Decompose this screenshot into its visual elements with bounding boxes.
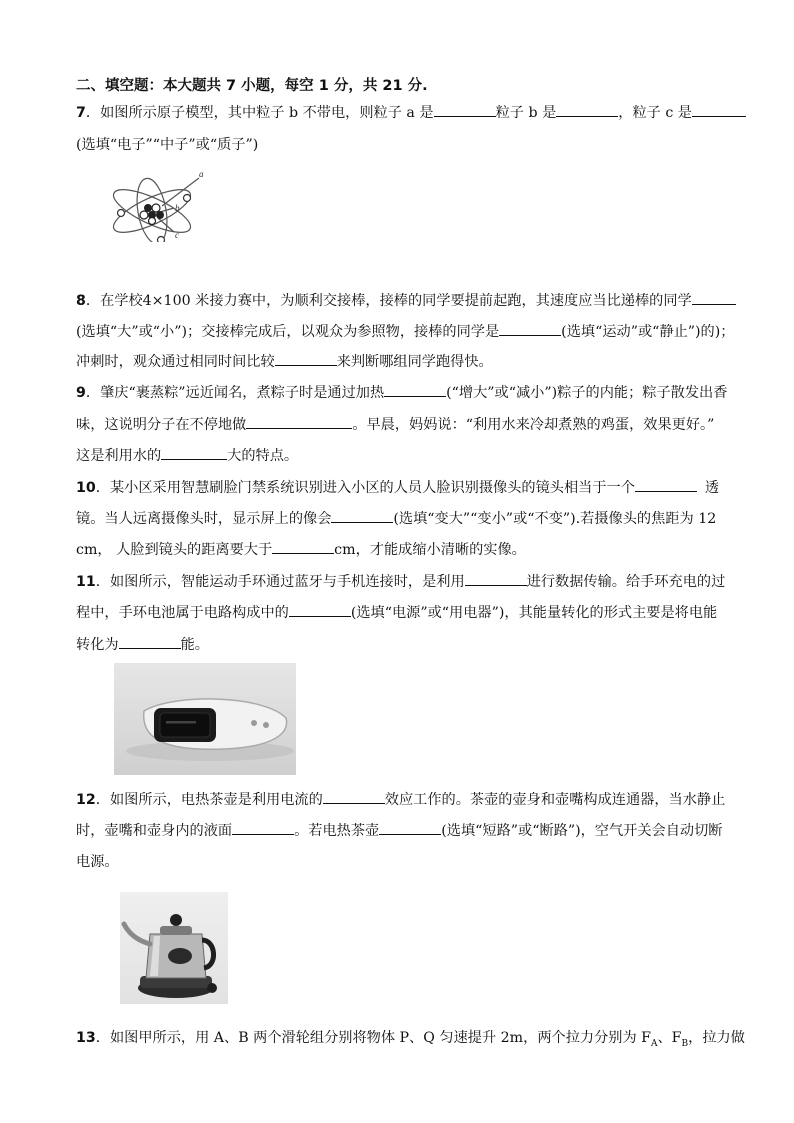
question-9-line-2: 味，这说明分子在不停地做 。早晨，妈妈说：“利用水来冷却煮熟的鸡蛋，效果更好。” <box>76 414 714 435</box>
question-12-number: 12 <box>76 792 96 808</box>
answer-blank[interactable] <box>232 820 294 835</box>
answer-blank[interactable] <box>384 382 446 397</box>
answer-blank[interactable] <box>434 102 496 117</box>
question-13-number: 13 <box>76 1030 96 1046</box>
question-11-number: 11 <box>76 574 96 590</box>
label-c: c <box>175 230 179 240</box>
electric-kettle-photo <box>120 892 228 1004</box>
answer-blank[interactable] <box>119 634 181 649</box>
electron <box>158 237 165 243</box>
question-11-line-1: 11．如图所示，智能运动手环通过蓝牙与手机连接时，是利用 进行数据传输。给手环充电的过 <box>76 571 725 592</box>
answer-blank[interactable] <box>161 445 227 460</box>
answer-blank[interactable] <box>499 321 561 336</box>
question-7-number: 7 <box>76 105 86 121</box>
electron <box>118 210 125 217</box>
question-8-line-2: (选填“大”或“小”)；交接棒完成后，以观众为参照物，接棒的同学是 (选填“运动”或“静止”)的)； <box>76 321 734 342</box>
label-b: b <box>175 203 180 213</box>
question-12-line-2: 时，壶嘴和壶身内的液面 。若电热茶壶 (选填“短路”或“断路”)，空气开关会自动切断 <box>76 820 723 841</box>
answer-blank[interactable] <box>272 539 334 554</box>
label-a: a <box>199 169 204 179</box>
answer-blank[interactable] <box>692 102 746 117</box>
answer-blank[interactable] <box>556 102 618 117</box>
question-11-line-2: 程中，手环电池属于电路构成中的 (选填“电源”或“用电器”)，其能量转化的形式主要是将电能 <box>76 602 717 623</box>
answer-blank[interactable] <box>635 477 697 492</box>
question-12-line-1: 12．如图所示，电热茶壶是利用电流的 效应工作的。茶壶的壶身和壶嘴构成连通器，当水静止 <box>76 789 725 810</box>
pointer-line-b <box>160 208 174 212</box>
answer-blank[interactable] <box>465 571 527 586</box>
electric-kettle-image <box>120 892 228 1004</box>
question-10-line-2: 镜。当人远离摄像头时，显示屏上的像会 (选填“变大”“变小”或“不变”).若摄像头的焦距为 12 <box>76 508 716 529</box>
question-10-line-1: 10．某小区采用智慧刷脸门禁系统识别进入小区的人员人脸识别摄像头的镜头相当于一个 透 <box>76 477 719 498</box>
question-8-line-3: 冲刺时，观众通过相同时间比较 来判断哪组同学跑得快。 <box>76 351 493 372</box>
question-7-line-1: 7．如图所示原子模型，其中粒子 b 不带电，则粒子 a 是 粒子 b 是 ，粒子 c 是 <box>76 102 746 123</box>
question-11-line-3: 转化为 能。 <box>76 634 209 655</box>
fitness-band-photo <box>114 663 296 775</box>
answer-blank[interactable] <box>275 351 337 366</box>
question-8-number: 8 <box>76 293 86 309</box>
question-7-line-2: (选填“电子”“中子”或“质子”) <box>76 137 259 153</box>
answer-blank[interactable] <box>323 789 385 804</box>
question-8-line-1: 8．在学校4×100 米接力赛中，为顺利交接棒，接棒的同学要提前起跑，其速度应当比递棒的同学 <box>76 290 736 311</box>
answer-blank[interactable] <box>692 290 736 305</box>
question-9-line-3: 这是利用水的 大的特点。 <box>76 445 298 466</box>
question-9-line-1: 9．肇庆“裹蒸粽”远近闻名，煮粽子时是通过加热 (“增大”或“减小”)粽子的内能；粽子散发出香 <box>76 382 727 403</box>
fitness-band-image <box>114 663 296 775</box>
electron <box>184 195 191 202</box>
answer-blank[interactable] <box>289 602 351 617</box>
question-12-line-3: 电源。 <box>76 854 119 870</box>
question-9-number: 9 <box>76 385 86 401</box>
section-heading: 二、填空题：本大题共 7 小题，每空 1 分，共 21 分. <box>76 78 428 94</box>
atom-model-figure <box>104 168 214 242</box>
question-13-line-1: 13．如图甲所示，用 A、B 两个滑轮组分别将物体 P、Q 匀速提升 2m，两个拉力分别为 $F_A$、$F_B$，拉力做 <box>76 1030 745 1049</box>
question-10-number: 10 <box>76 480 96 496</box>
answer-blank[interactable] <box>331 508 393 523</box>
answer-blank[interactable] <box>246 414 352 429</box>
question-10-line-3: cm， 人脸到镜头的距离要大于 cm，才能成缩小清晰的实像。 <box>76 539 526 560</box>
answer-blank[interactable] <box>379 820 441 835</box>
